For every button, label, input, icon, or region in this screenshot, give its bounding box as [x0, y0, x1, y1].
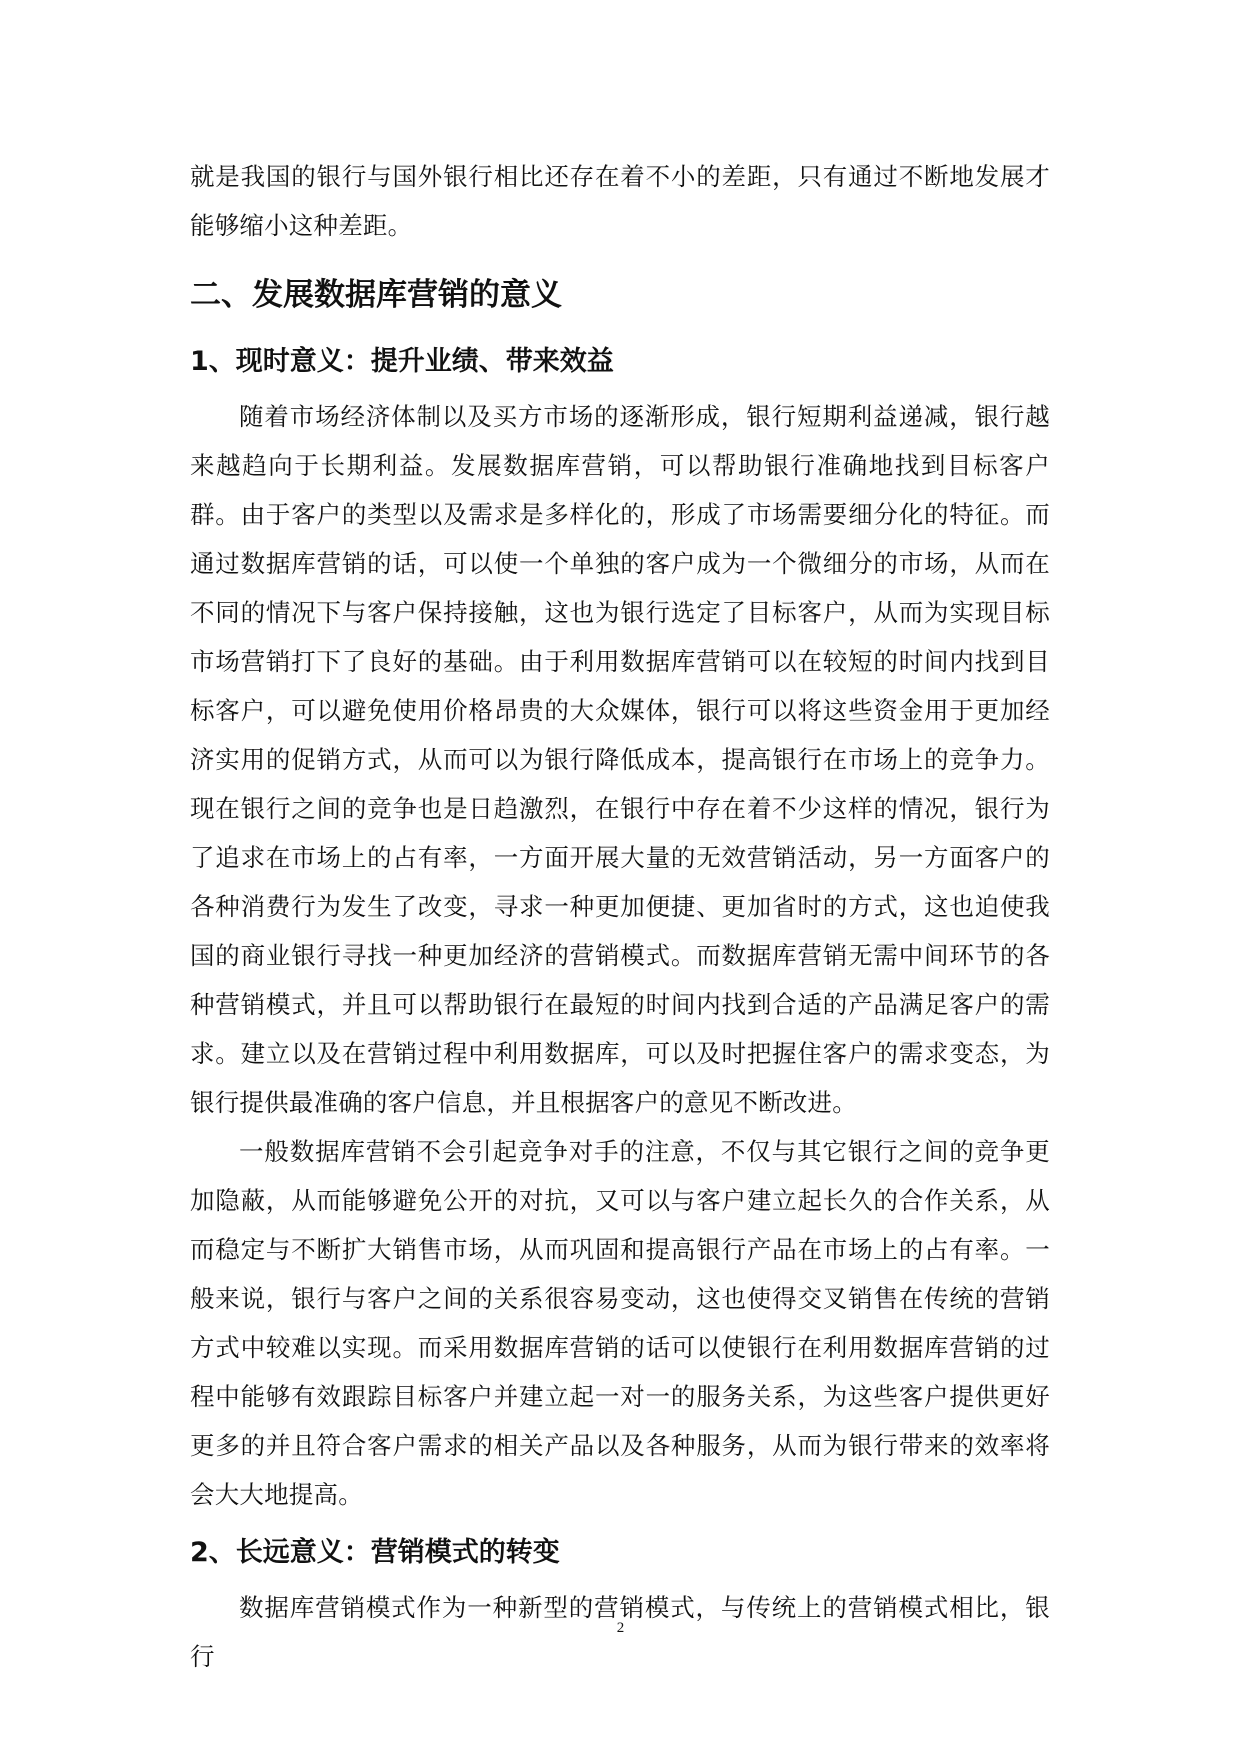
page-number: 2 — [616, 1620, 625, 1636]
intro-paragraph: 就是我国的银行与国外银行相比还存在着不小的差距，只有通过不断地发展才能够缩小这种差距。 — [190, 162, 1050, 240]
subsection-2-paragraph-1: 数据库营销模式作为一种新型的营销模式，与传统上的营销模式相比，银行 — [190, 1593, 1050, 1671]
subsection-1-paragraph-2: 一般数据库营销不会引起竞争对手的注意，不仅与其它银行之间的竞争更加隐蔽，从而能够避免公开的对抗，又可以与客户建立起长久的合作关系，从而稳定与不断扩大销售市场，从而巩固和提高银行产品在市场上的占有率。一般来说，银行与客户之间的关系很容易变动，这也使得交叉销售在传统的营销方式中较难以实现。而采用数据库营销的话可以使银行在利用数据库营销的过程中能够有效跟踪目标客户并建立起一对一的服务关系，为这些客户提供更好更多的并且符合客户需求的相关产品以及各种服务，从而为银行带来的效率将会大大地提高。 — [190, 1137, 1050, 1509]
subsection-1-title: 1、现时意义：提升业绩、带来效益 — [190, 346, 614, 377]
subsection-1-paragraph-1: 随着市场经济体制以及买方市场的逐渐形成，银行短期利益递减，银行越来越趋向于长期利益。发展数据库营销，可以帮助银行准确地找到目标客户群。由于客户的类型以及需求是多样化的，形成了市场需要细分化的特征。而通过数据库营销的话，可以使一个单独的客户成为一个微细分的市场，从而在不同的情况下与客户保持接触，这也为银行选定了目标客户，从而为实现目标市场营销打下了良好的基础。由于利用数据库营销可以在较短的时间内找到目标客户，可以避免使用价格昂贵的大众媒体，银行可以将这些资金用于更加经济实用的促销方式，从而可以为银行降低成本，提高银行在市场上的竞争力。现在银行之间的竞争也是日趋激烈，在银行中存在着不少这样的情况，银行为了追求在市场上的占有率，一方面开展大量的无效营销活动，另一方面客户的各种消费行为发生了改变，寻求一种更加便捷、更加省时的方式，这也迫使我国的商业银行寻找一种更加经济的营销模式。而数据库营销无需中间环节的各种营销模式，并且可以帮助银行在最短的时间内找到合适的产品满足客户的需求。建立以及在营销过程中利用数据库，可以及时把握住客户的需求变态，为银行提供最准确的客户信息，并且根据客户的意见不断改进。 — [190, 402, 1050, 1117]
section-title: 二、发展数据库营销的意义 — [190, 277, 562, 313]
page-content — [190, 152, 1050, 1681]
subsection-2-title: 2、长远意义：营销模式的转变 — [190, 1537, 560, 1568]
